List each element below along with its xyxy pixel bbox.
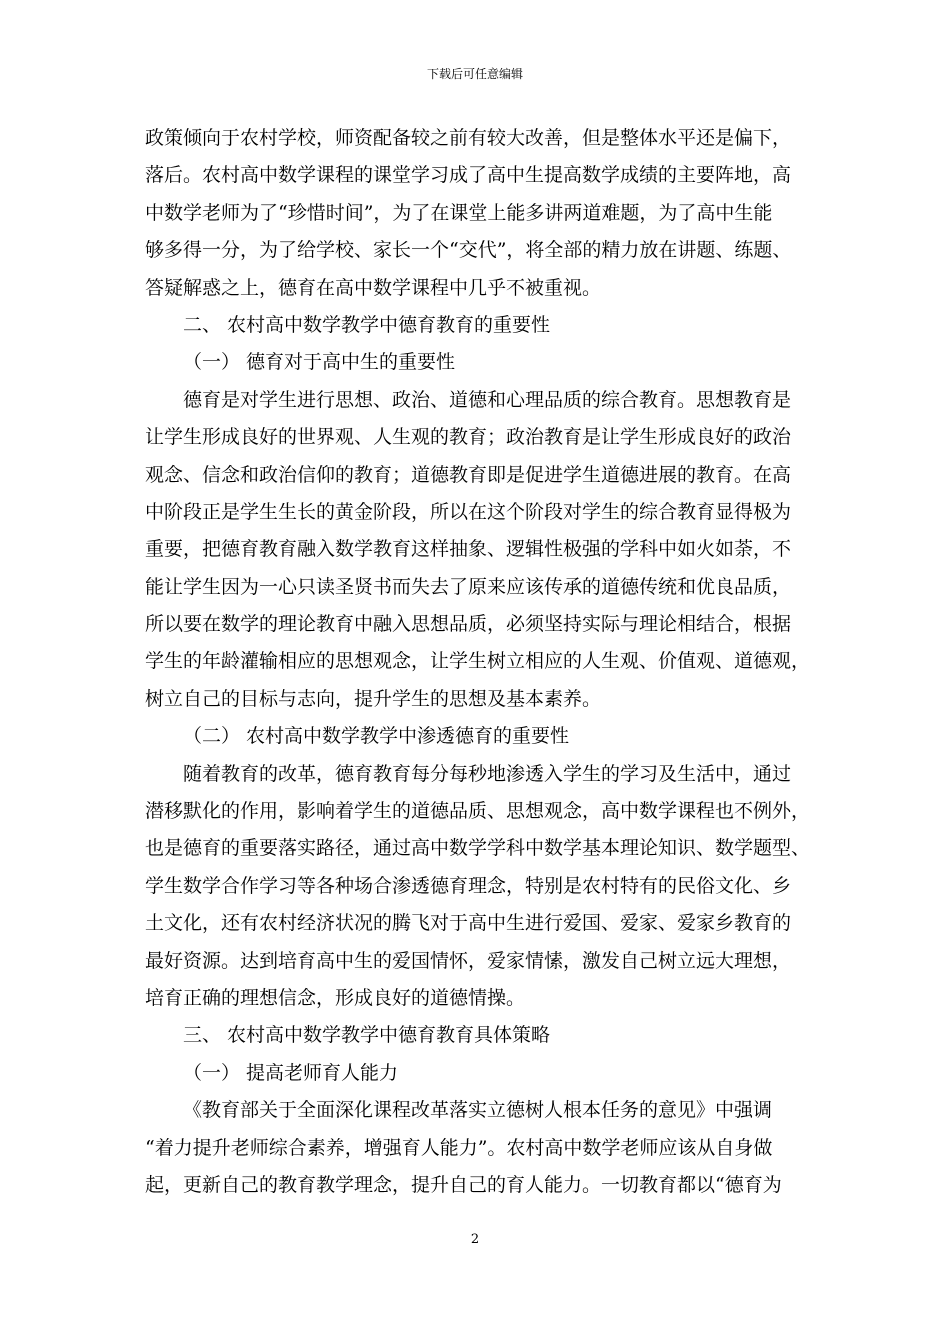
- section-heading: 三、 农村高中数学教学中德育教育具体策略: [183, 1024, 551, 1047]
- text-line: “着力提升老师综合素养，增强育人能力”。农村高中数学老师应该从自身做: [145, 1136, 773, 1159]
- text-line: 中阶段正是学生生长的黄金阶段，所以在这个阶段对学生的综合教育显得极为: [145, 500, 792, 523]
- text-line: 也是德育的重要落实路径，通过高中数学学科中数学基本理论知识、数学题型、: [145, 837, 811, 860]
- text-line: 够多得一分，为了给学校、家长一个“交代”，将全部的精力放在讲题、练题、: [145, 239, 792, 262]
- text-line: 最好资源。达到培育高中生的爱国情怀，爱家情愫，激发自己树立远大理想，: [145, 949, 792, 972]
- subsection-heading: （一） 德育对于高中生的重要性: [183, 351, 456, 374]
- text-line: 土文化，还有农村经济状况的腾飞对于高中生进行爱国、爱家、爱家乡教育的: [145, 912, 792, 935]
- document-body: [145, 120, 827, 1204]
- text-line: 所以要在数学的理论教育中融入思想品质，必须坚持实际与理论相结合，根据: [145, 613, 792, 636]
- text-line: 中数学老师为了“珍惜时间”，为了在课堂上能多讲两道难题，为了高中生能: [145, 201, 773, 224]
- text-line: 重要，把德育教育融入数学教育这样抽象、逻辑性极强的学科中如火如荼，不: [145, 538, 792, 561]
- text-line: 政策倾向于农村学校，师资配备较之前有较大改善，但是整体水平还是偏下，: [145, 127, 792, 149]
- page-number: 2: [470, 1232, 480, 1247]
- text-line: 潜移默化的作用，影响着学生的道德品质、思想观念，高中数学课程也不例外，: [145, 800, 811, 823]
- text-line: 《教育部关于全面深化课程改革落实立德树人根本任务的意见》中强调: [183, 1099, 773, 1122]
- text-line: 能让学生因为一心只读圣贤书而失去了原来应该传承的道德传统和优良品质，: [145, 575, 792, 598]
- text-line: 随着教育的改革，德育教育每分每秒地渗透入学生的学习及生活中，通过: [183, 762, 792, 785]
- text-line: 落后。农村高中数学课程的课堂学习成了高中生提高数学成绩的主要阵地，高: [145, 164, 792, 187]
- text-line: 观念、信念和政治信仰的教育；道德教育即是促进学生道德进展的教育。在高: [145, 463, 792, 486]
- text-line: 学生数学合作学习等各种场合渗透德育理念，特别是农村特有的民俗文化、乡: [145, 874, 792, 897]
- text-line: 培育正确的理想信念，形成良好的道德情操。: [145, 986, 526, 1009]
- subsection-heading: （二） 农村高中数学教学中渗透德育的重要性: [183, 725, 570, 748]
- text-line: 学生的年龄灌输相应的思想观念，让学生树立相应的人生观、价值观、道德观，: [145, 650, 811, 673]
- subsection-heading: （一） 提高老师育人能力: [183, 1061, 399, 1084]
- text-line: 德育是对学生进行思想、政治、道德和心理品质的综合教育。思想教育是: [183, 388, 792, 411]
- page-header: 下载后可任意编辑: [426, 67, 523, 81]
- text-line: 树立自己的目标与志向，提升学生的思想及基本素养。: [145, 687, 602, 710]
- section-heading: 二、 农村高中数学教学中德育教育的重要性: [183, 313, 551, 336]
- text-line: 答疑解惑之上，德育在高中数学课程中几乎不被重视。: [145, 276, 602, 299]
- text-line: 让学生形成良好的世界观、人生观的教育；政治教育是让学生形成良好的政治: [145, 426, 792, 449]
- text-line: 起，更新自己的教育教学理念，提升自己的育人能力。一切教育都以“德育为: [145, 1173, 782, 1196]
